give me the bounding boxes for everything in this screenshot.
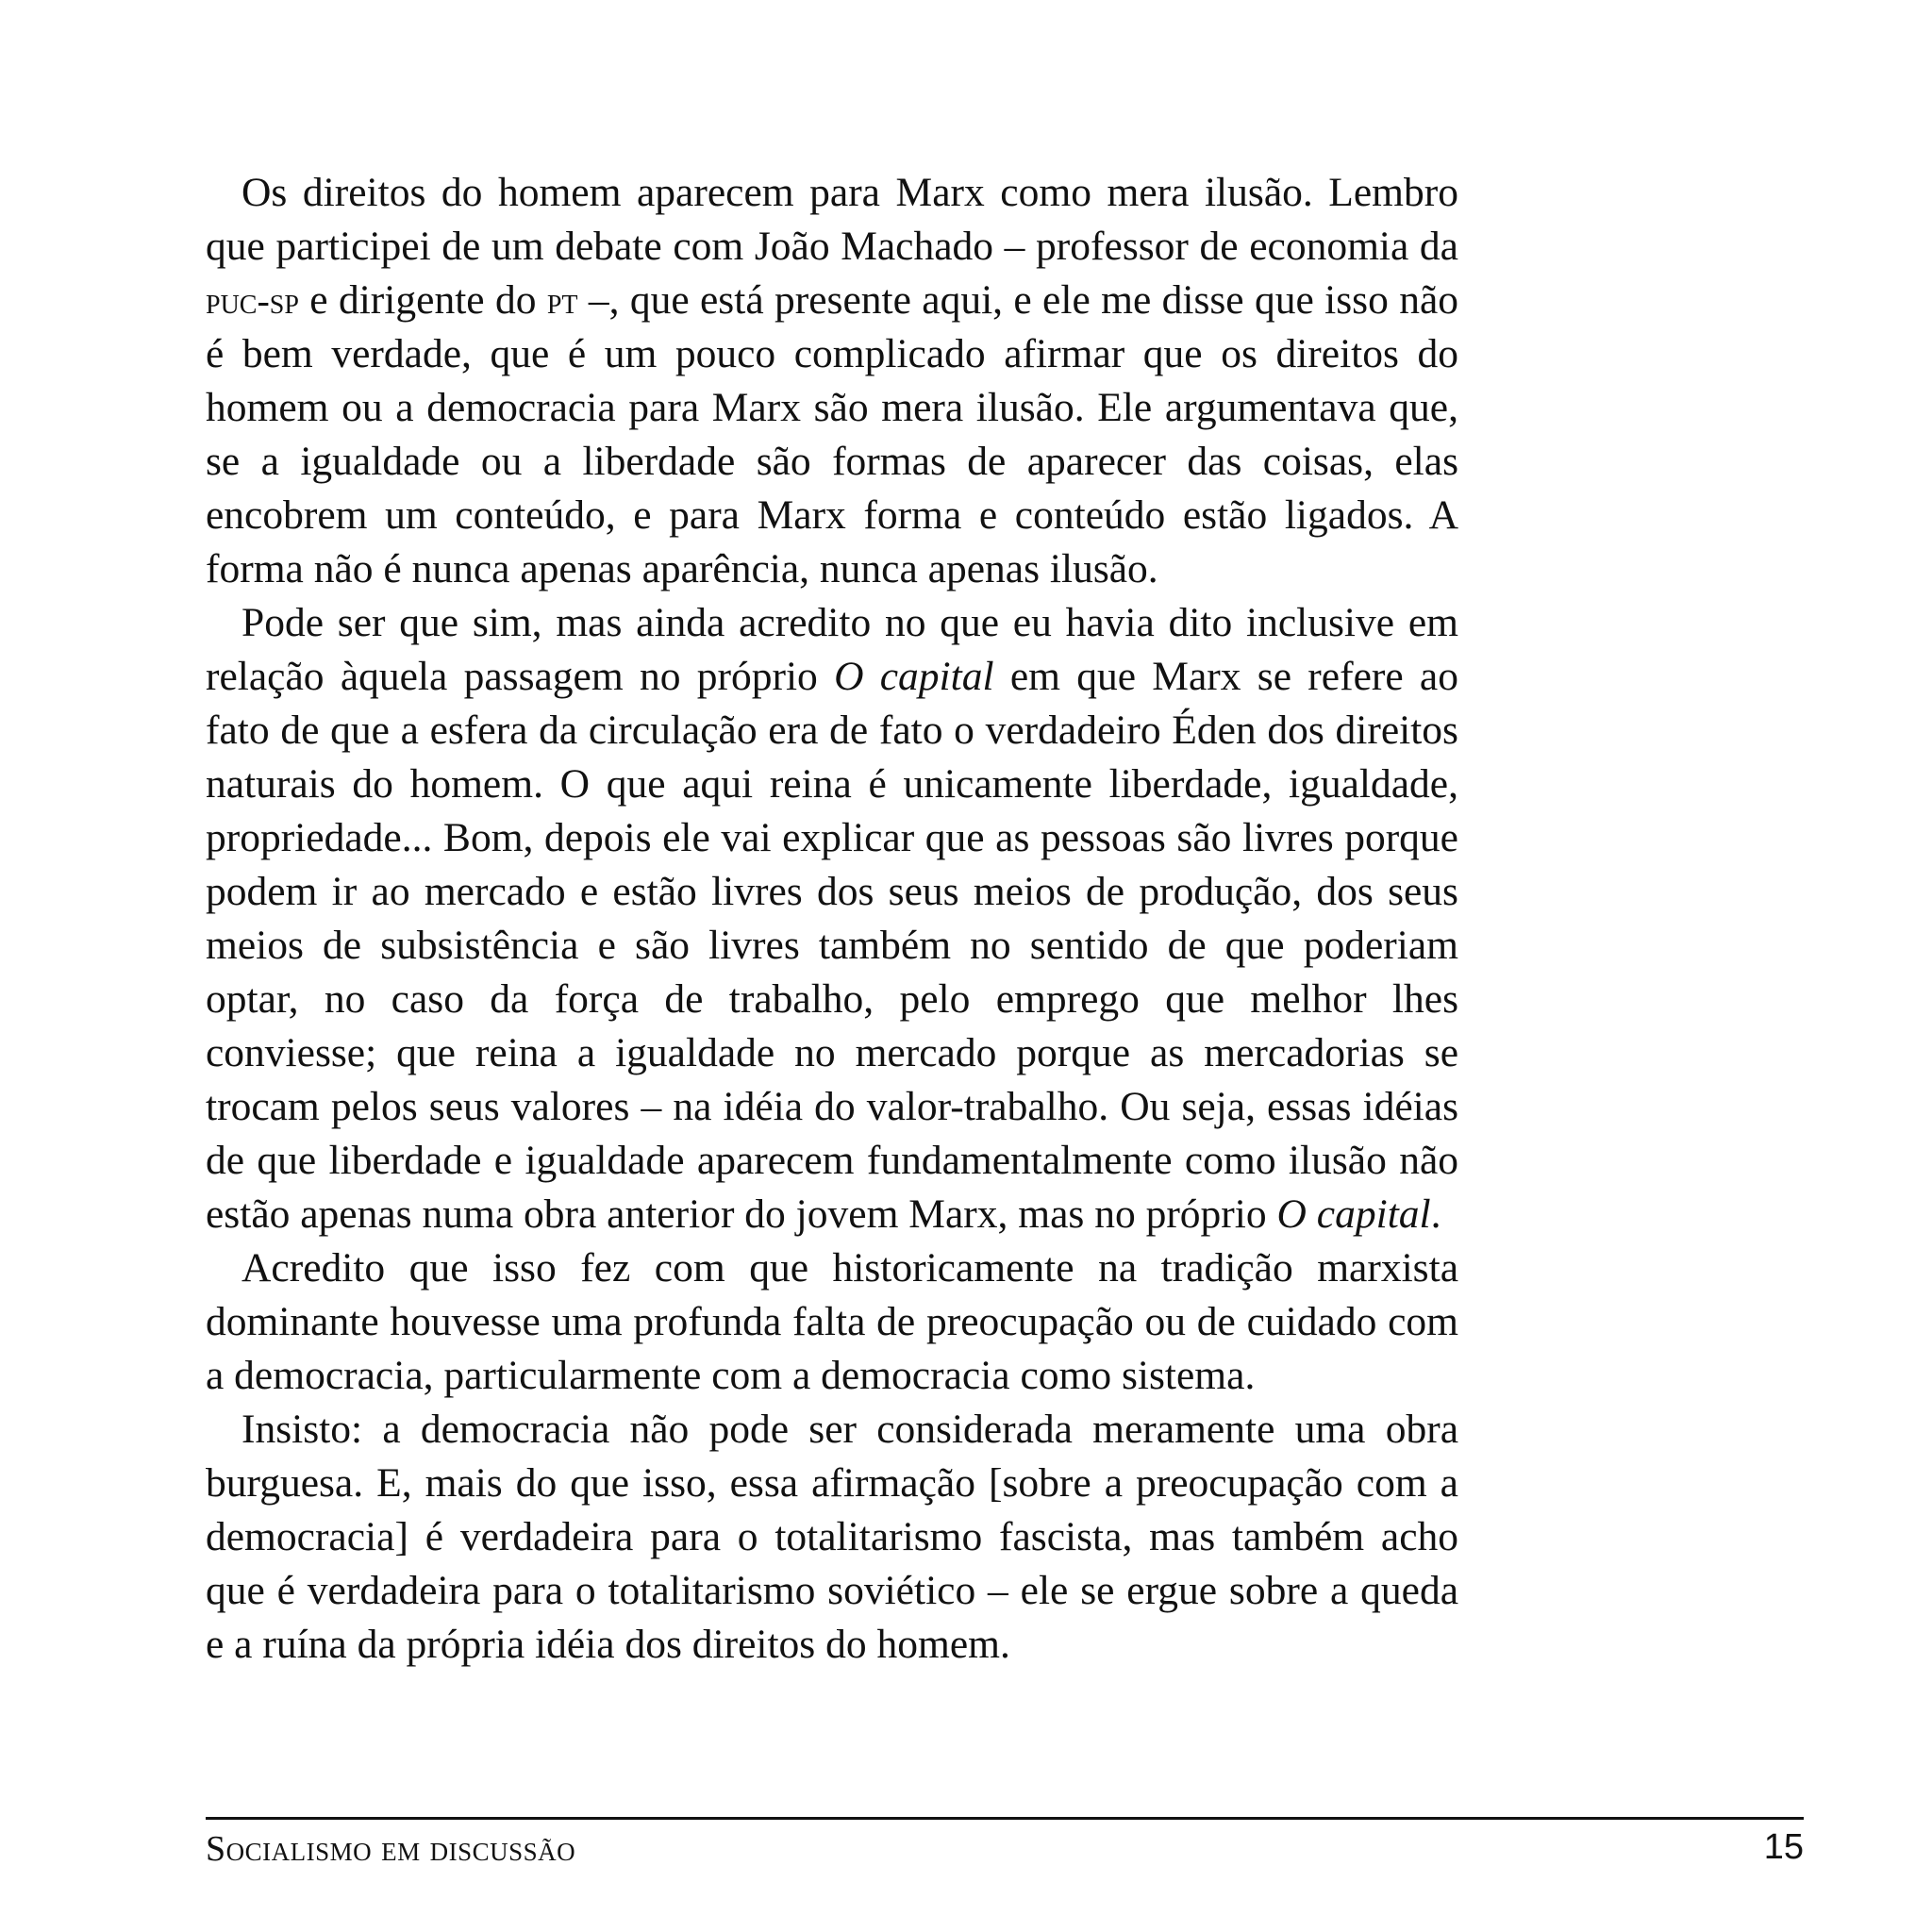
paragraph-1-part-a: Os direitos do homem aparecem para Marx como mera ilusão. Lembro que participei de um debate com João Machado – professor de economia da <box>206 170 1458 269</box>
page-number: 15 <box>1763 1827 1804 1867</box>
paragraph-3: Acredito que isso fez com que historicamente na tradição marxista dominante houvesse uma profunda falta de preocupação ou de cuidado com a democracia, particularmente com a democracia como sistema. <box>206 1245 1458 1398</box>
paragraph-1-part-c: –, que está presente aqui, e ele me disse que isso não é bem verdade, que é um pouco complicado afirmar que os direitos do homem ou a democracia para Marx são mera ilusão. Ele argumentava que, se a igualdade ou a liberdade são formas de aparecer das coisas, elas encobrem um conteúdo, e para Marx forma e conteúdo estão ligados. A forma não é nunca apenas aparência, nunca apenas ilusão. <box>206 277 1458 591</box>
paragraph-2 <box>206 596 1458 1241</box>
paragraph-1-part-b: e dirigente do <box>298 277 547 323</box>
paragraph-1 <box>206 166 1458 596</box>
paragraph-4: Insisto: a democracia não pode ser considerada meramente uma obra burguesa. E, mais do que isso, essa afirmação [sobre a preocupação com a democracia] é verdadeira para o totalitarismo fascista, mas também acho que é verdadeira para o totalitarismo soviético – ele se ergue sobre a queda e a ruína da própria idéia dos direitos do homem. <box>206 1407 1458 1667</box>
body-text <box>206 166 1458 1672</box>
abbreviation-pt: pt <box>546 279 578 322</box>
book-title-o-capital: O capital <box>834 654 994 699</box>
paragraph-2-part-b: em que Marx se refere ao fato de que a esfera da circulação era de fato o verdadeiro Éden dos direitos naturais do homem. O que aqui reina é unicamente liberdade, igualdade, propriedade... Bom, depois ele vai explicar que as pessoas são livres porque podem ir ao mercado e estão livres dos seus meios de produção, dos seus meios de subsistência e são livres também no sentido de que poderiam optar, no caso da força de trabalho, pelo emprego que melhor lhes conviesse; que reina a igualdade no mercado porque as mercadorias se trocam pelos seus valores – na idéia do valor-trabalho. Ou seja, essas idéias de que liberdade e igualdade aparecem fundamentalmente como ilusão não estão apenas numa obra anterior do jovem Marx, mas no próprio <box>206 654 1458 1237</box>
book-title-o-capital-2: O capital <box>1276 1191 1431 1237</box>
footer-rule <box>206 1817 1804 1820</box>
abbreviation-puc-sp: puc-sp <box>206 279 299 322</box>
paragraph-2-part-c: . <box>1430 1191 1441 1237</box>
paragraph-2-part-a: Pode ser que sim, mas ainda acredito no que eu havia dito inclusive em relação àquela passagem no próprio <box>206 600 1458 699</box>
running-footer-title: Socialismo em discussão <box>206 1829 576 1869</box>
